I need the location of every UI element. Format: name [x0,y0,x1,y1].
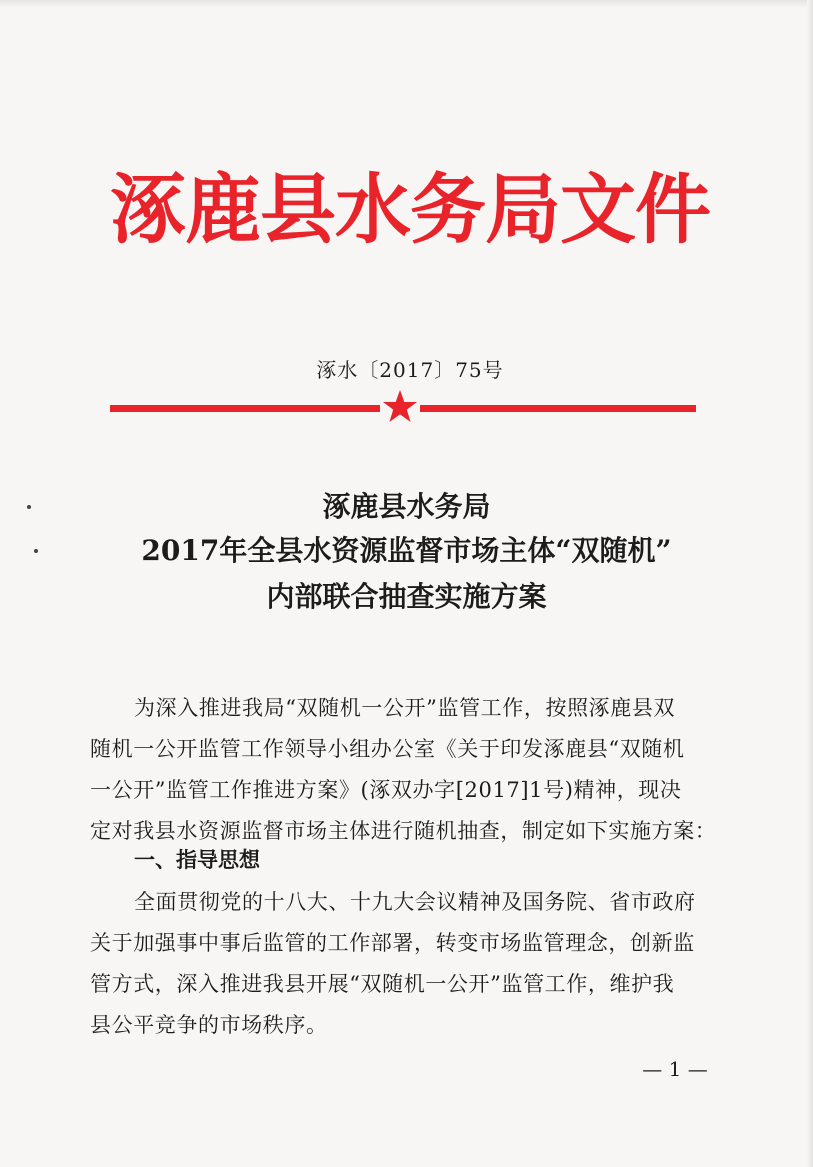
intro-paragraph [90,688,730,852]
page-number: — 1 — [642,1057,708,1081]
section-1-heading: 一、指导思想 [134,848,260,872]
red-rule-right [420,405,696,412]
section-1-line: 县公平竞争的市场秩序。 [90,1013,328,1037]
section-1-line: 关于加强事中事后监管的工作部署，转变市场监管理念，创新监 [90,931,695,955]
doc-title-line-3: 内部联合抽查实施方案 [266,580,547,613]
red-star-icon [382,389,418,425]
scan-edge-top [0,0,813,8]
section-1-paragraph [90,882,730,1046]
scan-speck [27,505,31,509]
intro-line: 一公开”监管工作推进方案》(涿双办字[2017]1号)精神，现决 [90,778,682,802]
scan-edge-right [807,0,813,1167]
intro-line: 为深入推进我局“双随机一公开”监管工作，按照涿鹿县双 [134,696,676,720]
masthead-title: 涿鹿县水务局文件 [110,165,710,254]
section-1-line: 管方式，深入推进我县开展“双随机一公开”监管工作，维护我 [90,972,675,996]
red-rule-left [110,405,380,412]
doc-title-line-1: 涿鹿县水务局 [322,490,491,523]
intro-line: 定对我县水资源监督市场主体进行随机抽查，制定如下实施方案： [90,819,717,843]
section-1-line: 全面贯彻党的十八大、十九大会议精神及国务院、省市政府 [134,890,696,914]
doc-title-line-2: 2017年全县水资源监督市场主体“双随机” [141,534,672,567]
intro-line: 随机一公开监管工作领导小组办公室《关于印发涿鹿县“双随机 [90,737,685,761]
scan-speck [34,549,38,553]
document-number: 涿水〔2017〕75号 [316,358,504,382]
